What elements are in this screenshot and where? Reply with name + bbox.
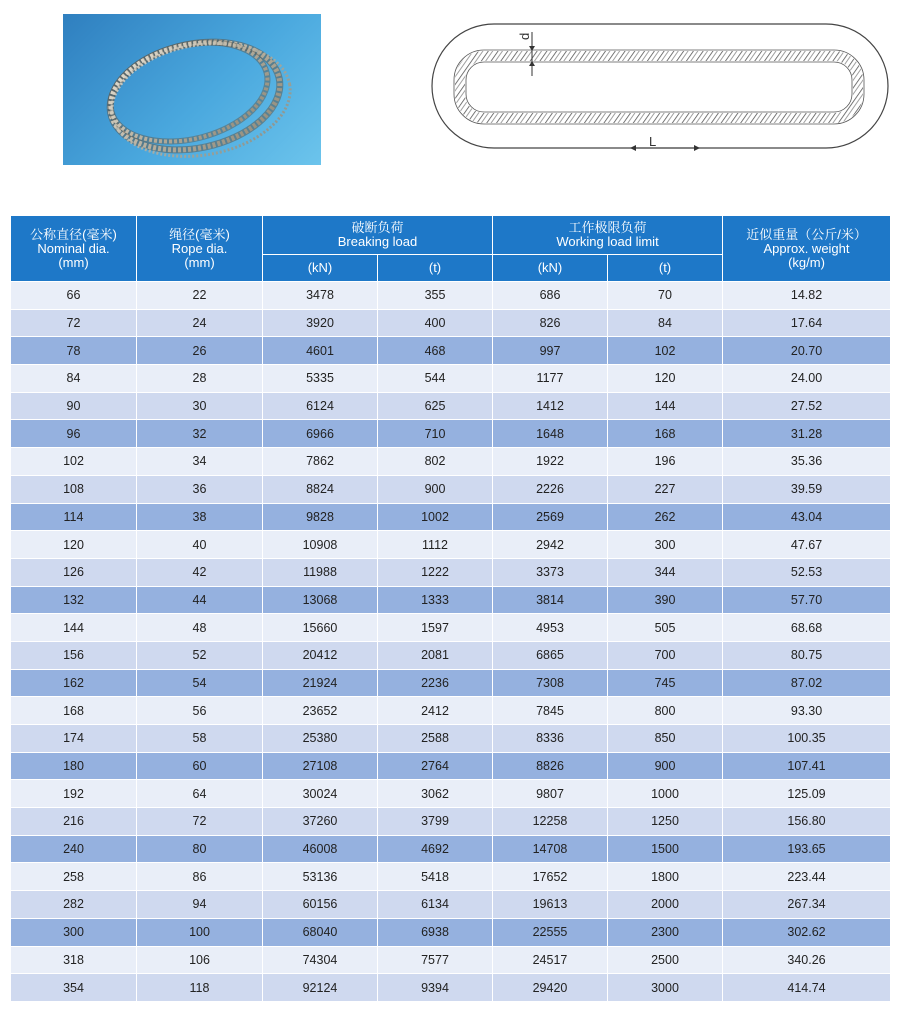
cell-breaking-t: 6134 bbox=[378, 891, 493, 919]
cell-weight: 223.44 bbox=[723, 863, 891, 891]
cell-breaking-t: 6938 bbox=[378, 918, 493, 946]
cell-breaking-t: 1112 bbox=[378, 531, 493, 559]
cell-rope-dia: 72 bbox=[137, 808, 263, 836]
cell-weight: 27.52 bbox=[723, 392, 891, 420]
cell-nominal-dia: 126 bbox=[11, 558, 137, 586]
cell-rope-dia: 42 bbox=[137, 558, 263, 586]
cell-working-kn: 14708 bbox=[493, 835, 608, 863]
cell-breaking-t: 3062 bbox=[378, 780, 493, 808]
table-row bbox=[11, 780, 891, 808]
cell-nominal-dia: 90 bbox=[11, 392, 137, 420]
grommet-sling-diagram bbox=[430, 22, 890, 154]
cell-working-t: 700 bbox=[608, 641, 723, 669]
cell-breaking-kn: 27108 bbox=[263, 752, 378, 780]
grommet-sling-diagram-icon bbox=[430, 22, 890, 154]
cell-nominal-dia: 108 bbox=[11, 475, 137, 503]
cell-rope-dia: 26 bbox=[137, 337, 263, 365]
length-label: L bbox=[649, 134, 657, 149]
cell-working-t: 505 bbox=[608, 614, 723, 642]
cell-breaking-kn: 13068 bbox=[263, 586, 378, 614]
cell-working-kn: 6865 bbox=[493, 641, 608, 669]
cell-working-t: 262 bbox=[608, 503, 723, 531]
cell-rope-dia: 44 bbox=[137, 586, 263, 614]
cell-breaking-kn: 74304 bbox=[263, 946, 378, 974]
cell-weight: 340.26 bbox=[723, 946, 891, 974]
table-row bbox=[11, 641, 891, 669]
cell-breaking-kn: 6124 bbox=[263, 392, 378, 420]
table-row bbox=[11, 974, 891, 1002]
cell-breaking-t: 1222 bbox=[378, 558, 493, 586]
cell-rope-dia: 56 bbox=[137, 697, 263, 725]
cell-breaking-t: 544 bbox=[378, 365, 493, 393]
cell-weight: 20.70 bbox=[723, 337, 891, 365]
cell-breaking-kn: 92124 bbox=[263, 974, 378, 1002]
cell-breaking-kn: 30024 bbox=[263, 780, 378, 808]
cell-working-t: 850 bbox=[608, 725, 723, 753]
cell-rope-dia: 60 bbox=[137, 752, 263, 780]
table-row bbox=[11, 808, 891, 836]
cell-weight: 414.74 bbox=[723, 974, 891, 1002]
cell-nominal-dia: 132 bbox=[11, 586, 137, 614]
cell-breaking-t: 3799 bbox=[378, 808, 493, 836]
cell-working-t: 1500 bbox=[608, 835, 723, 863]
cell-working-kn: 2226 bbox=[493, 475, 608, 503]
header-breaking-load: 破断负荷 Breaking load bbox=[263, 216, 493, 255]
table-row bbox=[11, 392, 891, 420]
cell-working-t: 2000 bbox=[608, 891, 723, 919]
cell-breaking-kn: 3478 bbox=[263, 282, 378, 310]
cell-nominal-dia: 282 bbox=[11, 891, 137, 919]
cell-working-kn: 1922 bbox=[493, 448, 608, 476]
cell-weight: 302.62 bbox=[723, 918, 891, 946]
cell-rope-dia: 22 bbox=[137, 282, 263, 310]
cell-working-kn: 7308 bbox=[493, 669, 608, 697]
cell-rope-dia: 80 bbox=[137, 835, 263, 863]
table-row bbox=[11, 918, 891, 946]
header-working-t: (t) bbox=[608, 255, 723, 282]
cell-breaking-kn: 37260 bbox=[263, 808, 378, 836]
cell-rope-dia: 38 bbox=[137, 503, 263, 531]
cell-breaking-kn: 60156 bbox=[263, 891, 378, 919]
table-row bbox=[11, 503, 891, 531]
table-row bbox=[11, 946, 891, 974]
table-row bbox=[11, 282, 891, 310]
cell-rope-dia: 118 bbox=[137, 974, 263, 1002]
table-row bbox=[11, 420, 891, 448]
cell-breaking-t: 400 bbox=[378, 309, 493, 337]
cell-weight: 17.64 bbox=[723, 309, 891, 337]
cell-breaking-t: 5418 bbox=[378, 863, 493, 891]
cell-breaking-kn: 6966 bbox=[263, 420, 378, 448]
cell-breaking-t: 7577 bbox=[378, 946, 493, 974]
cell-working-t: 1250 bbox=[608, 808, 723, 836]
cell-nominal-dia: 96 bbox=[11, 420, 137, 448]
cell-working-kn: 22555 bbox=[493, 918, 608, 946]
table-row bbox=[11, 558, 891, 586]
cell-working-t: 227 bbox=[608, 475, 723, 503]
cell-breaking-kn: 4601 bbox=[263, 337, 378, 365]
cell-working-kn: 686 bbox=[493, 282, 608, 310]
cell-weight: 39.59 bbox=[723, 475, 891, 503]
cell-nominal-dia: 192 bbox=[11, 780, 137, 808]
cell-breaking-t: 802 bbox=[378, 448, 493, 476]
cell-nominal-dia: 114 bbox=[11, 503, 137, 531]
cell-breaking-t: 355 bbox=[378, 282, 493, 310]
cell-working-t: 1000 bbox=[608, 780, 723, 808]
cell-working-t: 196 bbox=[608, 448, 723, 476]
cell-working-t: 390 bbox=[608, 586, 723, 614]
cell-nominal-dia: 174 bbox=[11, 725, 137, 753]
table-row bbox=[11, 725, 891, 753]
cell-weight: 14.82 bbox=[723, 282, 891, 310]
cell-nominal-dia: 318 bbox=[11, 946, 137, 974]
cell-nominal-dia: 216 bbox=[11, 808, 137, 836]
cell-nominal-dia: 72 bbox=[11, 309, 137, 337]
cell-weight: 100.35 bbox=[723, 725, 891, 753]
cell-working-kn: 2942 bbox=[493, 531, 608, 559]
cell-breaking-kn: 21924 bbox=[263, 669, 378, 697]
cell-breaking-t: 2236 bbox=[378, 669, 493, 697]
cell-weight: 31.28 bbox=[723, 420, 891, 448]
cell-breaking-kn: 15660 bbox=[263, 614, 378, 642]
cell-weight: 35.36 bbox=[723, 448, 891, 476]
cell-breaking-t: 9394 bbox=[378, 974, 493, 1002]
cell-working-t: 2500 bbox=[608, 946, 723, 974]
cell-rope-dia: 24 bbox=[137, 309, 263, 337]
cell-rope-dia: 64 bbox=[137, 780, 263, 808]
cell-weight: 68.68 bbox=[723, 614, 891, 642]
cell-breaking-kn: 10908 bbox=[263, 531, 378, 559]
cell-working-kn: 826 bbox=[493, 309, 608, 337]
cell-rope-dia: 28 bbox=[137, 365, 263, 393]
cell-nominal-dia: 144 bbox=[11, 614, 137, 642]
cell-working-t: 344 bbox=[608, 558, 723, 586]
cell-rope-dia: 94 bbox=[137, 891, 263, 919]
cell-breaking-t: 2081 bbox=[378, 641, 493, 669]
cell-breaking-kn: 5335 bbox=[263, 365, 378, 393]
cell-working-t: 3000 bbox=[608, 974, 723, 1002]
cell-working-kn: 3814 bbox=[493, 586, 608, 614]
cell-breaking-kn: 7862 bbox=[263, 448, 378, 476]
cell-working-kn: 24517 bbox=[493, 946, 608, 974]
header-nominal-dia: 公称直径(毫米) Nominal dia. (mm) bbox=[11, 216, 137, 282]
cell-nominal-dia: 354 bbox=[11, 974, 137, 1002]
cell-nominal-dia: 120 bbox=[11, 531, 137, 559]
cell-breaking-kn: 25380 bbox=[263, 725, 378, 753]
table-row bbox=[11, 586, 891, 614]
cell-weight: 156.80 bbox=[723, 808, 891, 836]
header-working-kn: (kN) bbox=[493, 255, 608, 282]
cell-rope-dia: 100 bbox=[137, 918, 263, 946]
cell-rope-dia: 30 bbox=[137, 392, 263, 420]
cell-working-t: 800 bbox=[608, 697, 723, 725]
cell-nominal-dia: 102 bbox=[11, 448, 137, 476]
cell-nominal-dia: 84 bbox=[11, 365, 137, 393]
header-weight: 近似重量（公斤/米） Approx. weight (kg/m) bbox=[723, 216, 891, 282]
cell-weight: 93.30 bbox=[723, 697, 891, 725]
table-row bbox=[11, 337, 891, 365]
cell-weight: 57.70 bbox=[723, 586, 891, 614]
cell-working-kn: 19613 bbox=[493, 891, 608, 919]
cell-weight: 80.75 bbox=[723, 641, 891, 669]
cell-rope-dia: 86 bbox=[137, 863, 263, 891]
cell-weight: 52.53 bbox=[723, 558, 891, 586]
table-row bbox=[11, 891, 891, 919]
cell-working-t: 300 bbox=[608, 531, 723, 559]
cell-working-kn: 8336 bbox=[493, 725, 608, 753]
cell-weight: 43.04 bbox=[723, 503, 891, 531]
table-row bbox=[11, 863, 891, 891]
cell-working-kn: 29420 bbox=[493, 974, 608, 1002]
wire-rope-coil-photo bbox=[63, 14, 321, 165]
table-row bbox=[11, 365, 891, 393]
cell-rope-dia: 106 bbox=[137, 946, 263, 974]
cell-working-kn: 9807 bbox=[493, 780, 608, 808]
table-row bbox=[11, 669, 891, 697]
cell-working-t: 102 bbox=[608, 337, 723, 365]
cell-rope-dia: 52 bbox=[137, 641, 263, 669]
cell-weight: 87.02 bbox=[723, 669, 891, 697]
cell-working-kn: 1648 bbox=[493, 420, 608, 448]
table-row bbox=[11, 752, 891, 780]
cell-rope-dia: 34 bbox=[137, 448, 263, 476]
cell-working-kn: 17652 bbox=[493, 863, 608, 891]
cell-rope-dia: 58 bbox=[137, 725, 263, 753]
cell-breaking-t: 468 bbox=[378, 337, 493, 365]
cell-working-t: 1800 bbox=[608, 863, 723, 891]
cell-working-t: 84 bbox=[608, 309, 723, 337]
cell-weight: 267.34 bbox=[723, 891, 891, 919]
cell-working-t: 168 bbox=[608, 420, 723, 448]
cell-working-t: 120 bbox=[608, 365, 723, 393]
cell-breaking-t: 4692 bbox=[378, 835, 493, 863]
cell-nominal-dia: 168 bbox=[11, 697, 137, 725]
cell-working-t: 2300 bbox=[608, 918, 723, 946]
header-breaking-kn: (kN) bbox=[263, 255, 378, 282]
cell-rope-dia: 32 bbox=[137, 420, 263, 448]
cell-breaking-kn: 53136 bbox=[263, 863, 378, 891]
cell-rope-dia: 54 bbox=[137, 669, 263, 697]
cell-nominal-dia: 78 bbox=[11, 337, 137, 365]
header-working-load: 工作极限负荷 Working load limit bbox=[493, 216, 723, 255]
cell-breaking-kn: 68040 bbox=[263, 918, 378, 946]
cell-working-kn: 2569 bbox=[493, 503, 608, 531]
cell-breaking-t: 625 bbox=[378, 392, 493, 420]
table-row bbox=[11, 614, 891, 642]
cell-working-t: 70 bbox=[608, 282, 723, 310]
cell-weight: 193.65 bbox=[723, 835, 891, 863]
cell-breaking-t: 1002 bbox=[378, 503, 493, 531]
cell-breaking-kn: 23652 bbox=[263, 697, 378, 725]
cell-breaking-kn: 3920 bbox=[263, 309, 378, 337]
cell-breaking-kn: 9828 bbox=[263, 503, 378, 531]
wire-rope-coil-icon bbox=[63, 14, 321, 165]
header-breaking-t: (t) bbox=[378, 255, 493, 282]
cell-weight: 125.09 bbox=[723, 780, 891, 808]
cell-working-t: 745 bbox=[608, 669, 723, 697]
table-row bbox=[11, 697, 891, 725]
cell-breaking-t: 2412 bbox=[378, 697, 493, 725]
cell-nominal-dia: 156 bbox=[11, 641, 137, 669]
cell-rope-dia: 48 bbox=[137, 614, 263, 642]
cell-working-kn: 12258 bbox=[493, 808, 608, 836]
cell-breaking-kn: 20412 bbox=[263, 641, 378, 669]
table-row bbox=[11, 531, 891, 559]
cell-weight: 24.00 bbox=[723, 365, 891, 393]
cell-working-kn: 1412 bbox=[493, 392, 608, 420]
cell-nominal-dia: 180 bbox=[11, 752, 137, 780]
cell-working-kn: 7845 bbox=[493, 697, 608, 725]
cell-weight: 47.67 bbox=[723, 531, 891, 559]
cell-breaking-kn: 11988 bbox=[263, 558, 378, 586]
cell-working-kn: 1177 bbox=[493, 365, 608, 393]
header-rope-dia: 绳径(毫米) Rope dia. (mm) bbox=[137, 216, 263, 282]
cell-breaking-t: 710 bbox=[378, 420, 493, 448]
cell-nominal-dia: 240 bbox=[11, 835, 137, 863]
table-row bbox=[11, 309, 891, 337]
cell-working-kn: 997 bbox=[493, 337, 608, 365]
cell-breaking-t: 900 bbox=[378, 475, 493, 503]
cell-working-kn: 8826 bbox=[493, 752, 608, 780]
cell-breaking-t: 2588 bbox=[378, 725, 493, 753]
cell-working-t: 144 bbox=[608, 392, 723, 420]
cell-working-t: 900 bbox=[608, 752, 723, 780]
table-row bbox=[11, 448, 891, 476]
cell-breaking-t: 1597 bbox=[378, 614, 493, 642]
cell-nominal-dia: 300 bbox=[11, 918, 137, 946]
cell-rope-dia: 36 bbox=[137, 475, 263, 503]
cell-nominal-dia: 162 bbox=[11, 669, 137, 697]
cell-nominal-dia: 66 bbox=[11, 282, 137, 310]
table-row bbox=[11, 475, 891, 503]
cell-rope-dia: 40 bbox=[137, 531, 263, 559]
cell-breaking-kn: 8824 bbox=[263, 475, 378, 503]
cell-working-kn: 4953 bbox=[493, 614, 608, 642]
cell-nominal-dia: 258 bbox=[11, 863, 137, 891]
cell-breaking-kn: 46008 bbox=[263, 835, 378, 863]
table-row bbox=[11, 835, 891, 863]
cell-weight: 107.41 bbox=[723, 752, 891, 780]
cell-breaking-t: 1333 bbox=[378, 586, 493, 614]
diameter-label: d bbox=[517, 32, 532, 40]
cell-working-kn: 3373 bbox=[493, 558, 608, 586]
cell-breaking-t: 2764 bbox=[378, 752, 493, 780]
specification-table-body bbox=[11, 282, 891, 1002]
specification-table bbox=[10, 215, 891, 1002]
